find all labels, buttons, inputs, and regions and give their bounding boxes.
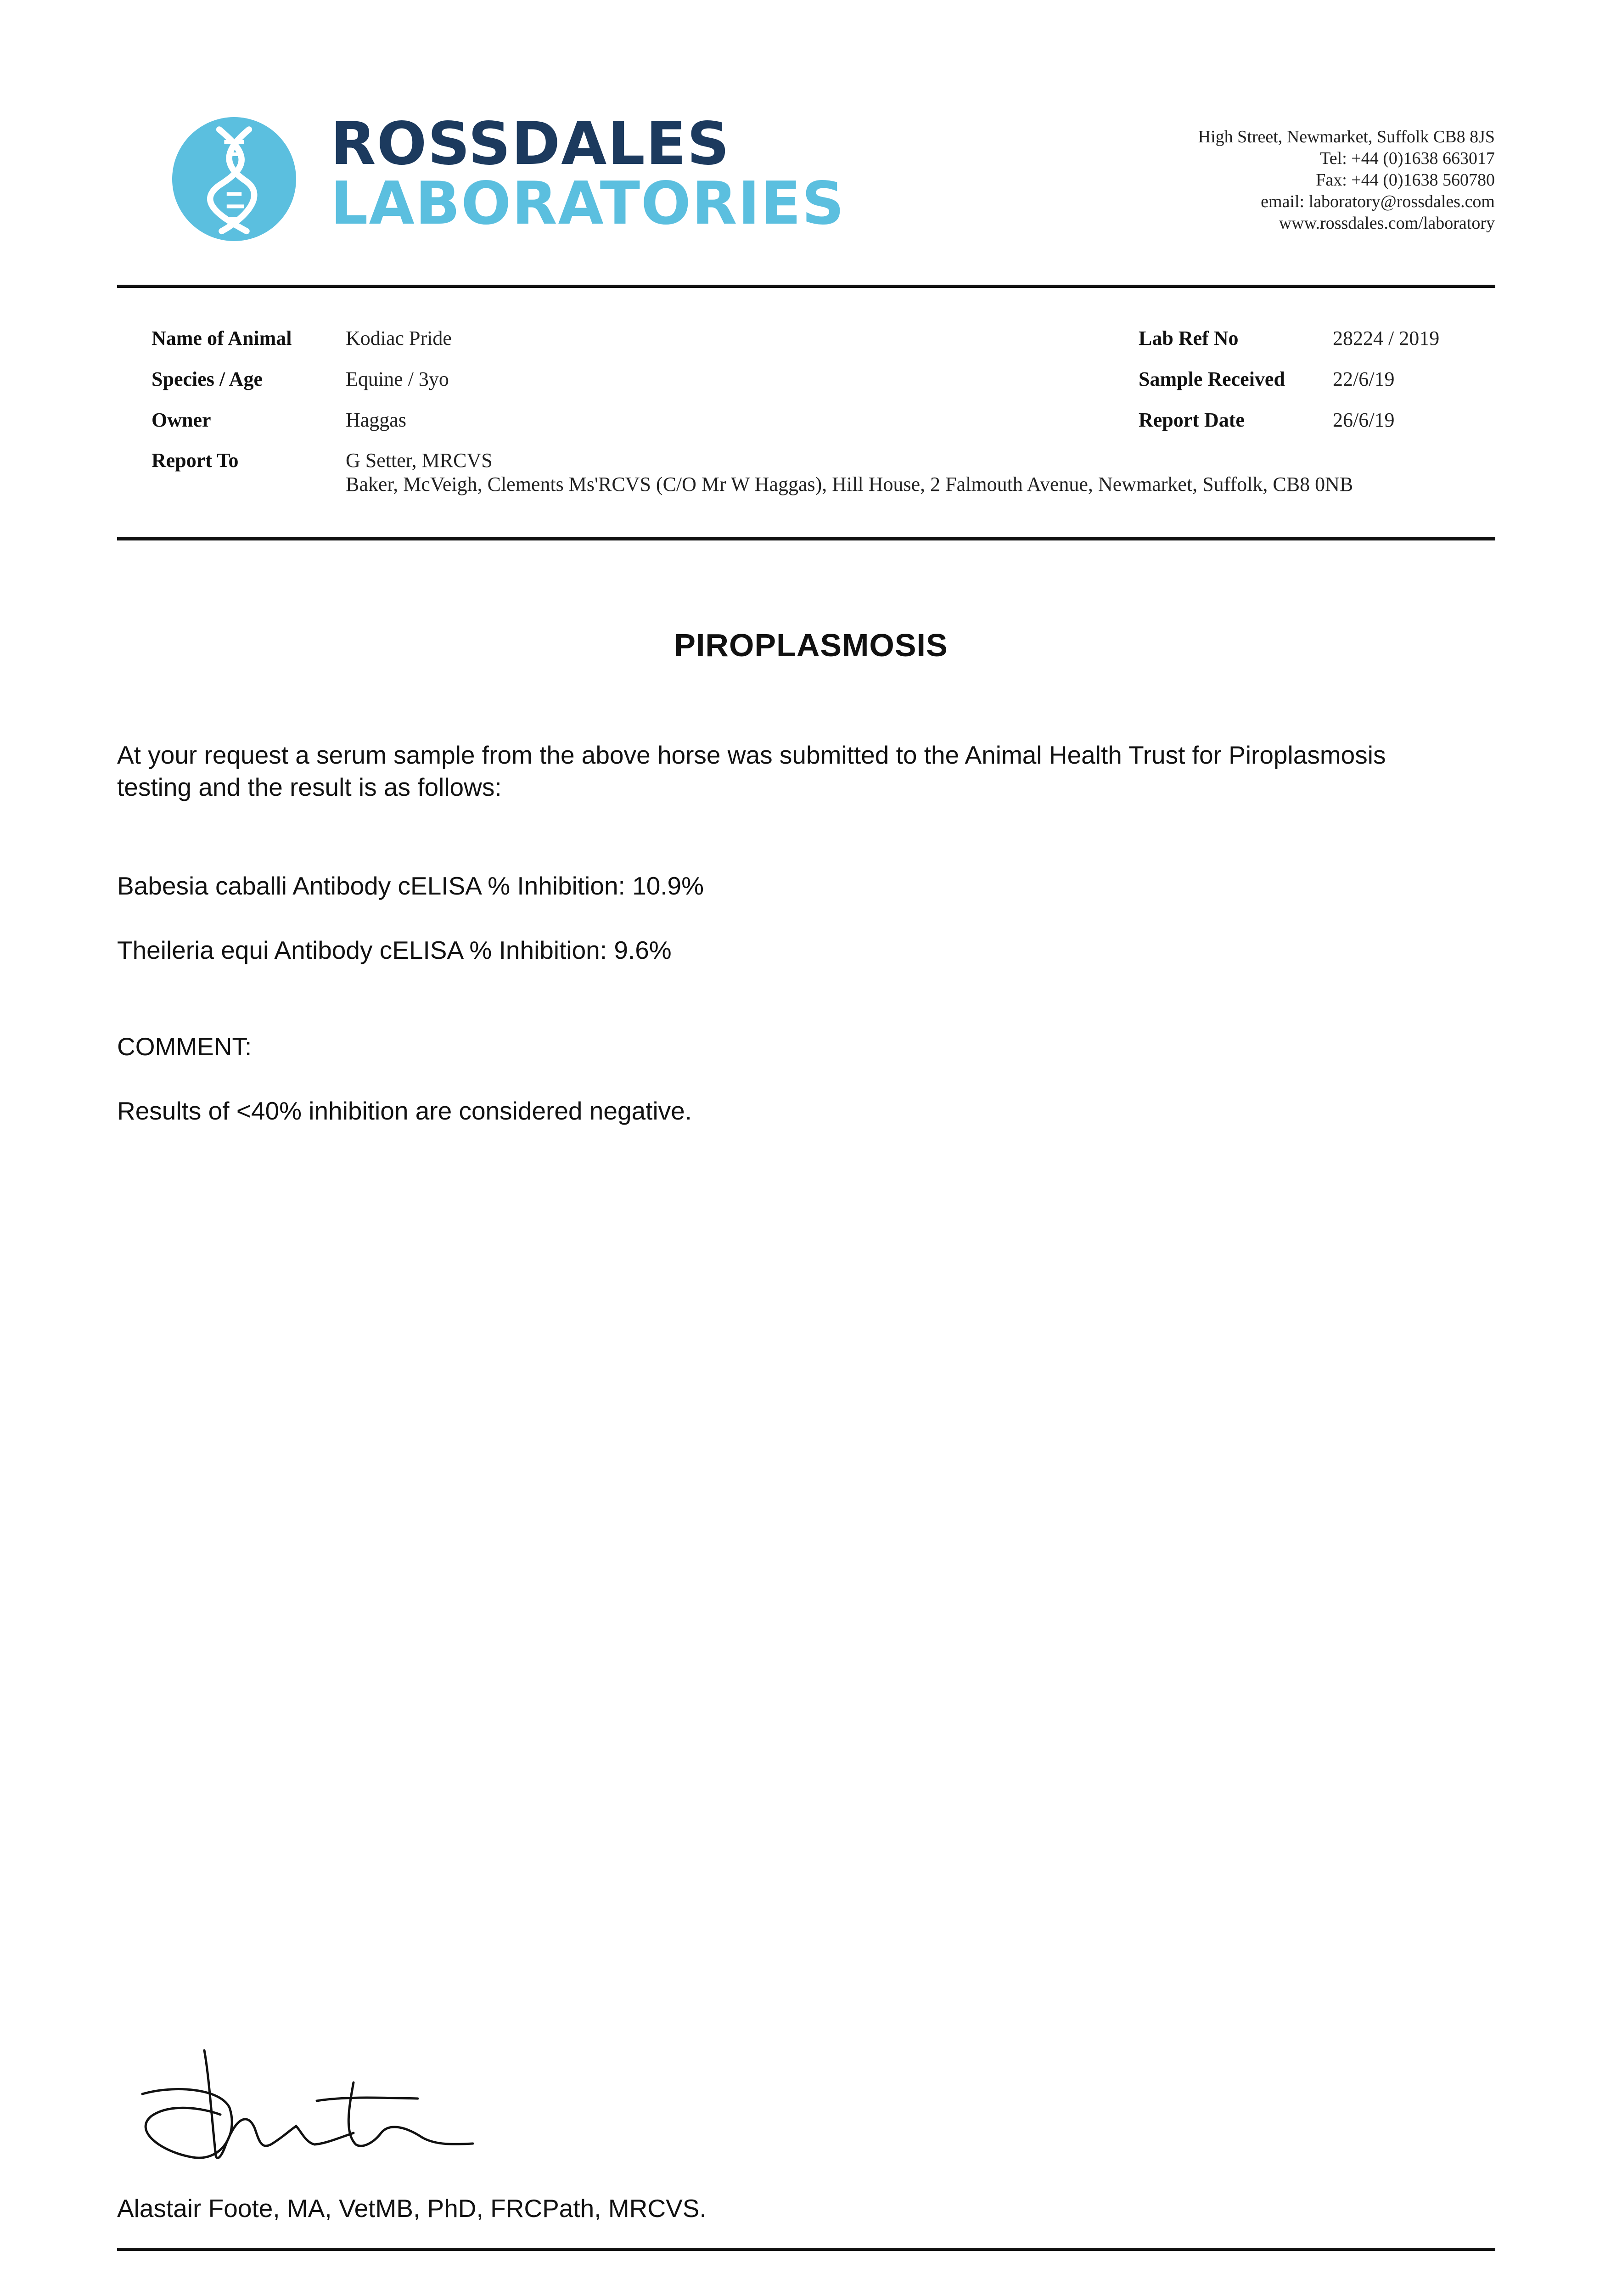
lab-ref-label: Lab Ref No xyxy=(1139,327,1239,349)
owner-value: Haggas xyxy=(346,409,406,431)
brand-name-primary: ROSSDALES xyxy=(331,110,730,178)
comment-text: Results of <40% inhibition are considered negative. xyxy=(117,1097,692,1125)
brand-name-secondary: LABORATORIES xyxy=(331,169,845,238)
header-divider xyxy=(117,285,1495,288)
comment-label: COMMENT: xyxy=(117,1032,252,1061)
footer-divider xyxy=(117,2248,1495,2251)
dna-helix-icon xyxy=(172,117,296,241)
report-date-label: Report Date xyxy=(1139,409,1245,431)
species-value: Equine / 3yo xyxy=(346,368,449,390)
owner-label: Owner xyxy=(152,409,211,431)
intro-line-1: At your request a serum sample from the above horse was submitted to the Animal Health Trust for Piroplasmosis xyxy=(117,741,1386,769)
contact-website: www.rossdales.com/laboratory xyxy=(1279,214,1495,233)
lab-ref-value: 28224 / 2019 xyxy=(1333,327,1440,349)
report-to-address: Baker, McVeigh, Clements Ms'RCVS (C/O Mr W Haggas), Hill House, 2 Falmouth Avenue, Newmarket, Suffolk, CB8 0NB xyxy=(346,473,1353,495)
result-theileria: Theileria equi Antibody cELISA % Inhibition: 9.6% xyxy=(117,936,672,964)
contact-tel: Tel: +44 (0)1638 663017 xyxy=(1320,149,1495,168)
report-to-vet: G Setter, MRCVS xyxy=(346,449,493,472)
details-divider xyxy=(117,537,1495,540)
report-date-value: 26/6/19 xyxy=(1333,409,1395,431)
contact-email: email: laboratory@rossdales.com xyxy=(1261,192,1495,211)
lab-logo xyxy=(172,110,845,248)
species-label: Species / Age xyxy=(152,368,263,390)
report-title: PIROPLASMOSIS xyxy=(674,627,948,663)
signer-name: Alastair Foote, MA, VetMB, PhD, FRCPath, MRCVS. xyxy=(117,2194,707,2223)
contact-address: High Street, Newmarket, Suffolk CB8 8JS xyxy=(1198,127,1495,146)
intro-line-2: testing and the result is as follows: xyxy=(117,773,502,801)
name-value: Kodiac Pride xyxy=(346,327,452,349)
report-to-label: Report To xyxy=(152,449,239,472)
contact-fax: Fax: +44 (0)1638 560780 xyxy=(1316,170,1495,190)
contact-block xyxy=(1198,126,1495,234)
name-label: Name of Animal xyxy=(152,327,292,349)
sample-received-label: Sample Received xyxy=(1139,368,1285,390)
signature-image xyxy=(124,2039,491,2167)
result-babesia: Babesia caballi Antibody cELISA % Inhibition: 10.9% xyxy=(117,872,704,900)
sample-received-value: 22/6/19 xyxy=(1333,368,1395,390)
